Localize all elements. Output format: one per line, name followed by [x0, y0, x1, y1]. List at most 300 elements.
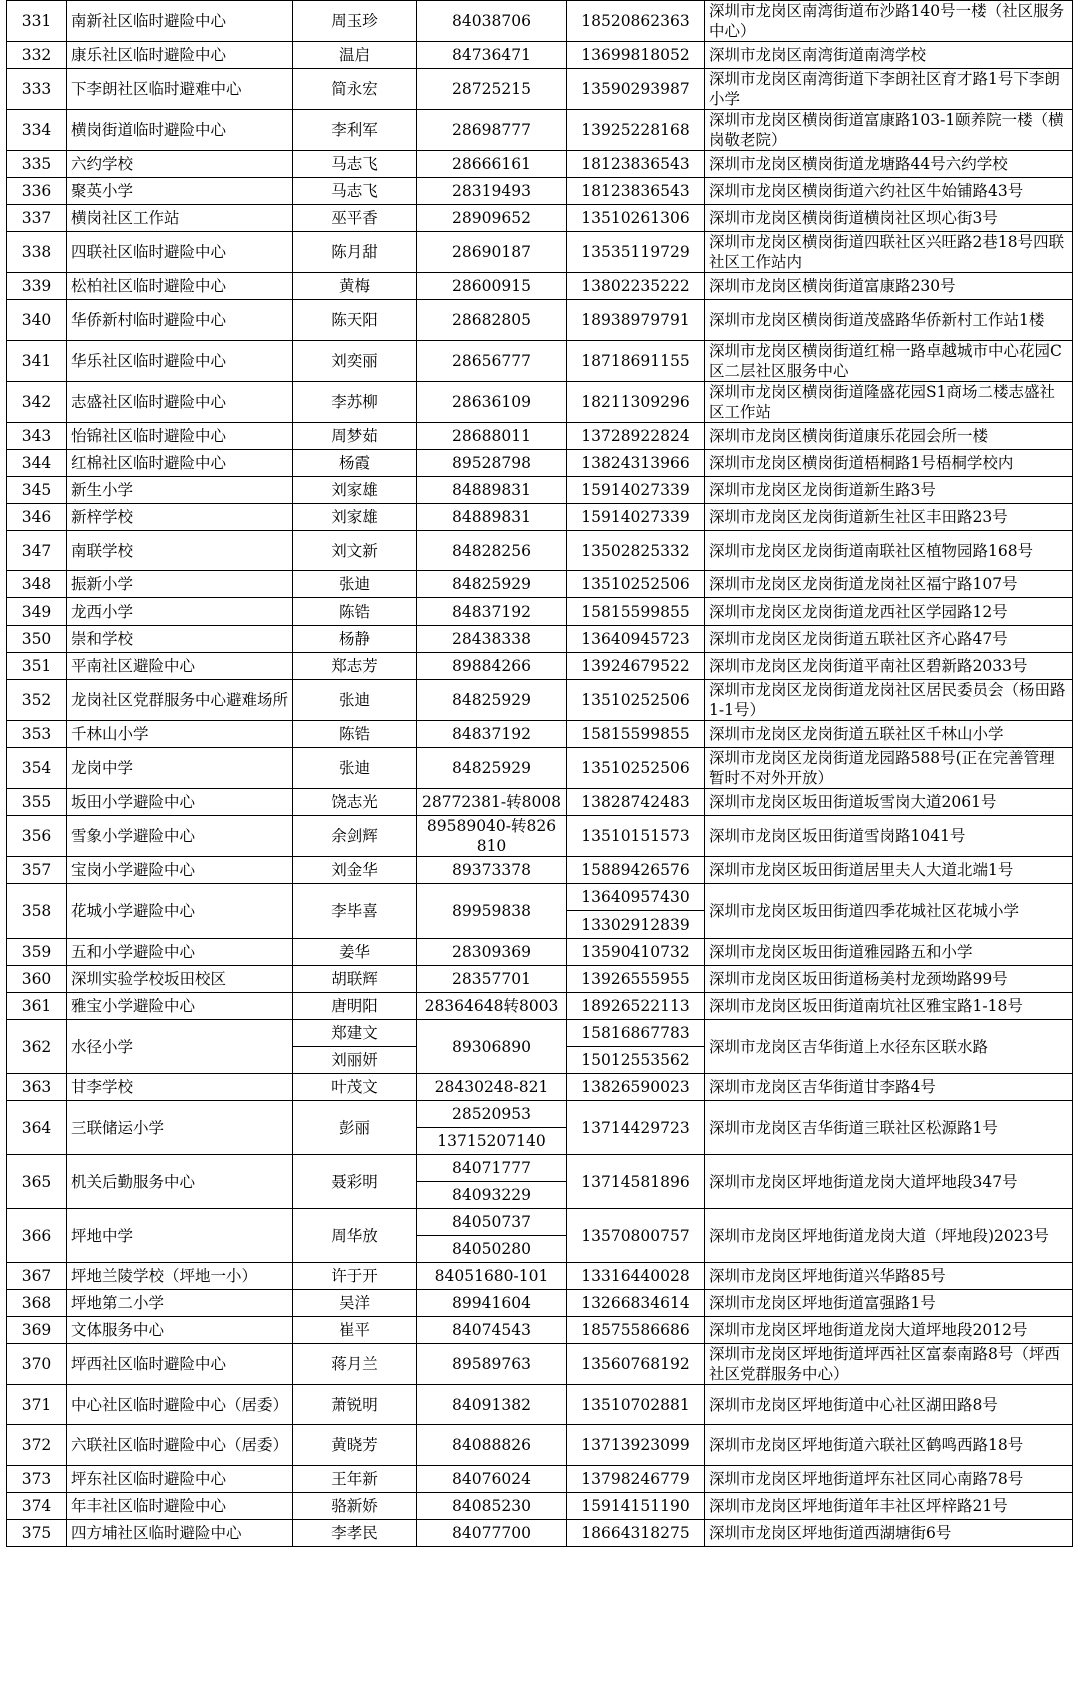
telephone-cell: 28690187 — [417, 232, 567, 273]
mobile-cell: 15914151190 — [567, 1493, 705, 1520]
mobile-cell: 13925228168 — [567, 110, 705, 151]
telephone-cell: 28725215 — [417, 69, 567, 110]
table-row — [7, 939, 1073, 966]
row-number-cell: 370 — [7, 1344, 67, 1385]
shelter-name-cell: 坪地第二小学 — [67, 1290, 293, 1317]
address-cell: 深圳市龙岗区坂田街道四季花城社区花城小学 — [705, 884, 1073, 939]
table-row — [7, 1155, 1073, 1182]
table-row — [7, 1209, 1073, 1236]
telephone-cell: 84077700 — [417, 1520, 567, 1547]
mobile-cell: 13570800757 — [567, 1209, 705, 1263]
address-cell: 深圳市龙岗区坪地街道年丰社区坪梓路21号 — [705, 1493, 1073, 1520]
row-number-cell: 331 — [7, 1, 67, 42]
address-cell: 深圳市龙岗区坪地街道龙岗大道坪地段2012号 — [705, 1317, 1073, 1344]
row-number-cell: 352 — [7, 680, 67, 721]
address-cell: 深圳市龙岗区吉华街道上水径东区联水路 — [705, 1020, 1073, 1074]
table-row — [7, 680, 1073, 721]
shelter-name-cell: 龙西小学 — [67, 598, 293, 626]
row-number-cell: 350 — [7, 626, 67, 653]
shelter-name-cell: 雪象小学避险中心 — [67, 816, 293, 857]
shelter-name-cell: 中心社区临时避险中心（居委） — [67, 1385, 293, 1425]
shelter-name-cell: 宝岗小学避险中心 — [67, 857, 293, 884]
table-row — [7, 721, 1073, 748]
row-number-cell: 375 — [7, 1520, 67, 1547]
contact-person-cell: 周梦茹 — [293, 423, 417, 450]
shelter-name-cell: 华乐社区临时避险中心 — [67, 341, 293, 382]
row-number-cell: 355 — [7, 789, 67, 816]
address-cell: 深圳市龙岗区坪地街道西湖塘街6号 — [705, 1520, 1073, 1547]
contact-person-cell: 刘文新 — [293, 531, 417, 571]
table-row — [7, 1020, 1073, 1047]
shelter-name-cell: 志盛社区临时避险中心 — [67, 382, 293, 423]
address-cell: 深圳市龙岗区坪地街道坪东社区同心南路78号 — [705, 1466, 1073, 1493]
table-row — [7, 504, 1073, 531]
mobile-cell: 13316440028 — [567, 1263, 705, 1290]
shelter-table-container — [6, 0, 1073, 1547]
mobile-cell: 13824313966 — [567, 450, 705, 477]
shelter-name-cell: 六联社区临时避险中心（居委） — [67, 1425, 293, 1466]
contact-person-cell: 崔平 — [293, 1317, 417, 1344]
mobile-cell: 18123836543 — [567, 178, 705, 205]
telephone-cell: 28438338 — [417, 626, 567, 653]
mobile-cell: 13828742483 — [567, 789, 705, 816]
shelter-name-cell: 甘李学校 — [67, 1074, 293, 1101]
telephone-cell: 84091382 — [417, 1385, 567, 1425]
row-number-cell: 356 — [7, 816, 67, 857]
row-number-cell: 363 — [7, 1074, 67, 1101]
row-number-cell: 358 — [7, 884, 67, 939]
shelter-name-cell: 崇和学校 — [67, 626, 293, 653]
mobile-cell: 15889426576 — [567, 857, 705, 884]
telephone-cell: 28430248-821 — [417, 1074, 567, 1101]
row-number-cell: 338 — [7, 232, 67, 273]
contact-person-cell: 唐明阳 — [293, 993, 417, 1020]
contact-person-cell: 叶茂文 — [293, 1074, 417, 1101]
telephone-cell: 84071777 — [417, 1155, 567, 1182]
address-cell: 深圳市龙岗区坂田街道南坑社区雅宝路1-18号 — [705, 993, 1073, 1020]
row-number-cell: 340 — [7, 300, 67, 341]
table-row — [7, 382, 1073, 423]
telephone-cell: 28520953 — [417, 1101, 567, 1128]
contact-person-cell: 萧锐明 — [293, 1385, 417, 1425]
shelter-name-cell: 坪东社区临时避险中心 — [67, 1466, 293, 1493]
address-cell: 深圳市龙岗区横岗街道龙塘路44号六约学校 — [705, 151, 1073, 178]
table-row — [7, 232, 1073, 273]
address-cell: 深圳市龙岗区横岗街道六约社区牛始铺路43号 — [705, 178, 1073, 205]
mobile-cell: 18664318275 — [567, 1520, 705, 1547]
row-number-cell: 348 — [7, 571, 67, 598]
table-row — [7, 110, 1073, 151]
shelter-name-cell: 机关后勤服务中心 — [67, 1155, 293, 1209]
table-row — [7, 748, 1073, 789]
telephone-cell: 28600915 — [417, 273, 567, 300]
address-cell: 深圳市龙岗区坂田街道坂雪岗大道2061号 — [705, 789, 1073, 816]
contact-person-cell: 李苏柳 — [293, 382, 417, 423]
table-row — [7, 341, 1073, 382]
shelter-name-cell: 水径小学 — [67, 1020, 293, 1074]
telephone-cell: 84837192 — [417, 598, 567, 626]
shelter-name-cell: 坪西社区临时避险中心 — [67, 1344, 293, 1385]
telephone-cell: 89959838 — [417, 884, 567, 939]
table-row — [7, 1425, 1073, 1466]
table-row — [7, 450, 1073, 477]
address-cell: 深圳市龙岗区横岗街道茂盛路华侨新村工作站1楼 — [705, 300, 1073, 341]
address-cell: 深圳市龙岗区坪地街道龙岗大道坪地段347号 — [705, 1155, 1073, 1209]
contact-person-cell: 周华放 — [293, 1209, 417, 1263]
mobile-cell: 13640945723 — [567, 626, 705, 653]
mobile-cell: 15914027339 — [567, 504, 705, 531]
shelter-name-cell: 下李朗社区临时避难中心 — [67, 69, 293, 110]
telephone-cell: 84828256 — [417, 531, 567, 571]
row-number-cell: 336 — [7, 178, 67, 205]
telephone-cell: 89373378 — [417, 857, 567, 884]
shelter-table-body — [7, 1, 1073, 1547]
shelter-name-cell: 坪地兰陵学校（坪地一小） — [67, 1263, 293, 1290]
contact-person-cell: 张迪 — [293, 680, 417, 721]
row-number-cell: 332 — [7, 42, 67, 69]
row-number-cell: 343 — [7, 423, 67, 450]
telephone-cell: 89941604 — [417, 1290, 567, 1317]
telephone-cell: 84825929 — [417, 571, 567, 598]
shelter-name-cell: 坂田小学避险中心 — [67, 789, 293, 816]
address-cell: 深圳市龙岗区坂田街道雅园路五和小学 — [705, 939, 1073, 966]
table-row — [7, 531, 1073, 571]
address-cell: 深圳市龙岗区龙岗街道五联社区千林山小学 — [705, 721, 1073, 748]
shelter-name-cell: 南新社区临时避险中心 — [67, 1, 293, 42]
mobile-cell: 13502825332 — [567, 531, 705, 571]
shelter-name-cell: 花城小学避险中心 — [67, 884, 293, 939]
shelter-name-cell: 松柏社区临时避险中心 — [67, 273, 293, 300]
shelter-name-cell: 文体服务中心 — [67, 1317, 293, 1344]
row-number-cell: 361 — [7, 993, 67, 1020]
table-row — [7, 653, 1073, 680]
shelter-name-cell: 新梓学校 — [67, 504, 293, 531]
row-number-cell: 374 — [7, 1493, 67, 1520]
telephone-cell: 84825929 — [417, 748, 567, 789]
shelter-name-cell: 横岗社区工作站 — [67, 205, 293, 232]
table-row — [7, 1, 1073, 42]
row-number-cell: 373 — [7, 1466, 67, 1493]
mobile-cell: 15816867783 — [567, 1020, 705, 1047]
telephone-cell: 84050737 — [417, 1209, 567, 1236]
mobile-cell: 18718691155 — [567, 341, 705, 382]
mobile-cell: 13560768192 — [567, 1344, 705, 1385]
contact-person-cell: 许于开 — [293, 1263, 417, 1290]
shelter-name-cell: 四联社区临时避险中心 — [67, 232, 293, 273]
contact-person-cell: 饶志光 — [293, 789, 417, 816]
contact-person-cell: 刘丽妍 — [293, 1047, 417, 1074]
contact-person-cell: 姜华 — [293, 939, 417, 966]
shelter-name-cell: 南联学校 — [67, 531, 293, 571]
telephone-cell: 28357701 — [417, 966, 567, 993]
shelter-table — [6, 0, 1073, 1547]
address-cell: 深圳市龙岗区横岗街道四联社区兴旺路2巷18号四联社区工作站内 — [705, 232, 1073, 273]
telephone-cell: 84088826 — [417, 1425, 567, 1466]
mobile-cell: 13924679522 — [567, 653, 705, 680]
row-number-cell: 362 — [7, 1020, 67, 1074]
row-number-cell: 360 — [7, 966, 67, 993]
table-row — [7, 69, 1073, 110]
mobile-cell: 13510252506 — [567, 571, 705, 598]
table-row — [7, 626, 1073, 653]
address-cell: 深圳市龙岗区龙岗街道五联社区齐心路47号 — [705, 626, 1073, 653]
contact-person-cell: 刘家雄 — [293, 477, 417, 504]
table-row — [7, 1493, 1073, 1520]
row-number-cell: 334 — [7, 110, 67, 151]
row-number-cell: 364 — [7, 1101, 67, 1155]
row-number-cell: 369 — [7, 1317, 67, 1344]
contact-person-cell: 余剑辉 — [293, 816, 417, 857]
address-cell: 深圳市龙岗区横岗街道梧桐路1号梧桐学校内 — [705, 450, 1073, 477]
table-row — [7, 1101, 1073, 1128]
mobile-cell: 13590410732 — [567, 939, 705, 966]
shelter-name-cell: 千林山小学 — [67, 721, 293, 748]
contact-person-cell: 胡联辉 — [293, 966, 417, 993]
shelter-name-cell: 华侨新村临时避险中心 — [67, 300, 293, 341]
mobile-cell: 18575586686 — [567, 1317, 705, 1344]
table-row — [7, 1344, 1073, 1385]
address-cell: 深圳市龙岗区龙岗街道新生社区丰田路23号 — [705, 504, 1073, 531]
mobile-cell: 13266834614 — [567, 1290, 705, 1317]
address-cell: 深圳市龙岗区吉华街道三联社区松源路1号 — [705, 1101, 1073, 1155]
telephone-cell: 84889831 — [417, 504, 567, 531]
address-cell: 深圳市龙岗区坂田街道雪岗路1041号 — [705, 816, 1073, 857]
mobile-cell: 18520862363 — [567, 1, 705, 42]
table-row — [7, 423, 1073, 450]
telephone-cell: 84837192 — [417, 721, 567, 748]
mobile-cell: 13802235222 — [567, 273, 705, 300]
shelter-name-cell: 新生小学 — [67, 477, 293, 504]
shelter-name-cell: 雅宝小学避险中心 — [67, 993, 293, 1020]
table-row — [7, 1263, 1073, 1290]
row-number-cell: 368 — [7, 1290, 67, 1317]
mobile-cell: 13510151573 — [567, 816, 705, 857]
telephone-cell: 28772381-转8008 — [417, 789, 567, 816]
row-number-cell: 371 — [7, 1385, 67, 1425]
contact-person-cell: 杨静 — [293, 626, 417, 653]
contact-person-cell: 杨霞 — [293, 450, 417, 477]
contact-person-cell: 李孝民 — [293, 1520, 417, 1547]
address-cell: 深圳市龙岗区坪地街道中心社区湖田路8号 — [705, 1385, 1073, 1425]
address-cell: 深圳市龙岗区横岗街道红棉一路卓越城市中心花园C区二层社区服务中心 — [705, 341, 1073, 382]
mobile-cell: 18938979791 — [567, 300, 705, 341]
mobile-cell: 13714581896 — [567, 1155, 705, 1209]
table-row — [7, 598, 1073, 626]
address-cell: 深圳市龙岗区坪地街道龙岗大道（坪地段)2023号 — [705, 1209, 1073, 1263]
mobile-cell: 15815599855 — [567, 721, 705, 748]
mobile-cell: 18926522113 — [567, 993, 705, 1020]
address-cell: 深圳市龙岗区南湾街道布沙路140号一楼（社区服务中心） — [705, 1, 1073, 42]
telephone-cell: 28364648转8003 — [417, 993, 567, 1020]
mobile-cell: 13826590023 — [567, 1074, 705, 1101]
address-cell: 深圳市龙岗区横岗街道横岗社区坝心街3号 — [705, 205, 1073, 232]
table-row — [7, 1466, 1073, 1493]
shelter-name-cell: 红棉社区临时避险中心 — [67, 450, 293, 477]
table-row — [7, 993, 1073, 1020]
table-row — [7, 1074, 1073, 1101]
contact-person-cell: 刘家雄 — [293, 504, 417, 531]
telephone-cell: 84093229 — [417, 1182, 567, 1209]
shelter-name-cell: 坪地中学 — [67, 1209, 293, 1263]
contact-person-cell: 聂彩明 — [293, 1155, 417, 1209]
row-number-cell: 345 — [7, 477, 67, 504]
contact-person-cell: 王年新 — [293, 1466, 417, 1493]
shelter-name-cell: 四方埔社区临时避险中心 — [67, 1520, 293, 1547]
address-cell: 深圳市龙岗区横岗街道隆盛花园S1商场二楼志盛社区工作站 — [705, 382, 1073, 423]
mobile-cell: 15012553562 — [567, 1047, 705, 1074]
address-cell: 深圳市龙岗区龙岗街道平南社区碧新路2033号 — [705, 653, 1073, 680]
telephone-cell: 84825929 — [417, 680, 567, 721]
telephone-cell: 84736471 — [417, 42, 567, 69]
contact-person-cell: 陈锆 — [293, 598, 417, 626]
shelter-name-cell: 振新小学 — [67, 571, 293, 598]
contact-person-cell: 张迪 — [293, 748, 417, 789]
telephone-cell: 13715207140 — [417, 1128, 567, 1155]
contact-person-cell: 马志飞 — [293, 178, 417, 205]
telephone-cell: 89884266 — [417, 653, 567, 680]
shelter-name-cell: 康乐社区临时避险中心 — [67, 42, 293, 69]
contact-person-cell: 陈天阳 — [293, 300, 417, 341]
shelter-name-cell: 六约学校 — [67, 151, 293, 178]
telephone-cell: 28682805 — [417, 300, 567, 341]
row-number-cell: 337 — [7, 205, 67, 232]
row-number-cell: 357 — [7, 857, 67, 884]
contact-person-cell: 刘金华 — [293, 857, 417, 884]
mobile-cell: 13699818052 — [567, 42, 705, 69]
row-number-cell: 366 — [7, 1209, 67, 1263]
telephone-cell: 84050280 — [417, 1236, 567, 1263]
telephone-cell: 28656777 — [417, 341, 567, 382]
table-row — [7, 300, 1073, 341]
table-row — [7, 178, 1073, 205]
row-number-cell: 346 — [7, 504, 67, 531]
mobile-cell: 13590293987 — [567, 69, 705, 110]
contact-person-cell: 郑建文 — [293, 1020, 417, 1047]
shelter-name-cell: 三联储运小学 — [67, 1101, 293, 1155]
mobile-cell: 13798246779 — [567, 1466, 705, 1493]
contact-person-cell: 郑志芳 — [293, 653, 417, 680]
contact-person-cell: 蒋月兰 — [293, 1344, 417, 1385]
table-row — [7, 42, 1073, 69]
telephone-cell: 84074543 — [417, 1317, 567, 1344]
shelter-name-cell: 五和小学避险中心 — [67, 939, 293, 966]
contact-person-cell: 黄晓芳 — [293, 1425, 417, 1466]
address-cell: 深圳市龙岗区横岗街道富康路230号 — [705, 273, 1073, 300]
telephone-cell: 84076024 — [417, 1466, 567, 1493]
telephone-cell: 28698777 — [417, 110, 567, 151]
mobile-cell: 15914027339 — [567, 477, 705, 504]
mobile-cell: 13510252506 — [567, 748, 705, 789]
address-cell: 深圳市龙岗区横岗街道富康路103-1颐养院一楼（横岗敬老院） — [705, 110, 1073, 151]
table-row — [7, 789, 1073, 816]
table-row — [7, 205, 1073, 232]
table-row — [7, 1290, 1073, 1317]
contact-person-cell: 温启 — [293, 42, 417, 69]
mobile-cell: 13302912839 — [567, 911, 705, 939]
address-cell: 深圳市龙岗区坪地街道坪西社区富泰南路8号（坪西社区党群服务中心） — [705, 1344, 1073, 1385]
address-cell: 深圳市龙岗区龙岗街道龙岗社区居民委员会（杨田路1-1号） — [705, 680, 1073, 721]
row-number-cell: 372 — [7, 1425, 67, 1466]
table-row — [7, 857, 1073, 884]
telephone-cell: 28909652 — [417, 205, 567, 232]
telephone-cell: 28636109 — [417, 382, 567, 423]
table-row — [7, 1385, 1073, 1425]
contact-person-cell: 陈月甜 — [293, 232, 417, 273]
telephone-cell: 89306890 — [417, 1020, 567, 1074]
row-number-cell: 342 — [7, 382, 67, 423]
mobile-cell: 13510702881 — [567, 1385, 705, 1425]
telephone-cell: 28309369 — [417, 939, 567, 966]
address-cell: 深圳市龙岗区坪地街道富强路1号 — [705, 1290, 1073, 1317]
contact-person-cell: 彭丽 — [293, 1101, 417, 1155]
row-number-cell: 354 — [7, 748, 67, 789]
contact-person-cell: 吴洋 — [293, 1290, 417, 1317]
shelter-name-cell: 横岗街道临时避险中心 — [67, 110, 293, 151]
contact-person-cell: 马志飞 — [293, 151, 417, 178]
shelter-name-cell: 怡锦社区临时避险中心 — [67, 423, 293, 450]
contact-person-cell: 李利军 — [293, 110, 417, 151]
table-row — [7, 151, 1073, 178]
address-cell: 深圳市龙岗区龙岗街道新生路3号 — [705, 477, 1073, 504]
telephone-cell: 84051680-101 — [417, 1263, 567, 1290]
mobile-cell: 18211309296 — [567, 382, 705, 423]
mobile-cell: 18123836543 — [567, 151, 705, 178]
shelter-name-cell: 龙岗中学 — [67, 748, 293, 789]
address-cell: 深圳市龙岗区坪地街道兴华路85号 — [705, 1263, 1073, 1290]
shelter-name-cell: 平南社区避险中心 — [67, 653, 293, 680]
telephone-cell: 28319493 — [417, 178, 567, 205]
shelter-name-cell: 年丰社区临时避险中心 — [67, 1493, 293, 1520]
address-cell: 深圳市龙岗区坂田街道杨美村龙颈坳路99号 — [705, 966, 1073, 993]
table-row — [7, 1520, 1073, 1547]
row-number-cell: 365 — [7, 1155, 67, 1209]
row-number-cell: 347 — [7, 531, 67, 571]
contact-person-cell: 陈锆 — [293, 721, 417, 748]
row-number-cell: 349 — [7, 598, 67, 626]
shelter-name-cell: 龙岗社区党群服务中心避难场所 — [67, 680, 293, 721]
contact-person-cell: 刘奕丽 — [293, 341, 417, 382]
row-number-cell: 335 — [7, 151, 67, 178]
mobile-cell: 13510261306 — [567, 205, 705, 232]
address-cell: 深圳市龙岗区横岗街道康乐花园会所一楼 — [705, 423, 1073, 450]
telephone-cell: 89589763 — [417, 1344, 567, 1385]
address-cell: 深圳市龙岗区南湾街道南湾学校 — [705, 42, 1073, 69]
table-row — [7, 966, 1073, 993]
address-cell: 深圳市龙岗区龙岗街道南联社区植物园路168号 — [705, 531, 1073, 571]
telephone-cell: 89589040-转826 810 — [417, 816, 567, 857]
contact-person-cell: 黄梅 — [293, 273, 417, 300]
address-cell: 深圳市龙岗区坪地街道六联社区鹤鸣西路18号 — [705, 1425, 1073, 1466]
telephone-cell: 84038706 — [417, 1, 567, 42]
row-number-cell: 333 — [7, 69, 67, 110]
table-row — [7, 571, 1073, 598]
row-number-cell: 367 — [7, 1263, 67, 1290]
contact-person-cell: 巫平香 — [293, 205, 417, 232]
mobile-cell: 13713923099 — [567, 1425, 705, 1466]
mobile-cell: 13535119729 — [567, 232, 705, 273]
mobile-cell: 15815599855 — [567, 598, 705, 626]
row-number-cell: 341 — [7, 341, 67, 382]
address-cell: 深圳市龙岗区龙岗街道龙西社区学园路12号 — [705, 598, 1073, 626]
row-number-cell: 359 — [7, 939, 67, 966]
telephone-cell: 89528798 — [417, 450, 567, 477]
mobile-cell: 13714429723 — [567, 1101, 705, 1155]
telephone-cell: 84085230 — [417, 1493, 567, 1520]
mobile-cell: 13926555955 — [567, 966, 705, 993]
contact-person-cell: 骆新娇 — [293, 1493, 417, 1520]
mobile-cell: 13728922824 — [567, 423, 705, 450]
mobile-cell: 13510252506 — [567, 680, 705, 721]
